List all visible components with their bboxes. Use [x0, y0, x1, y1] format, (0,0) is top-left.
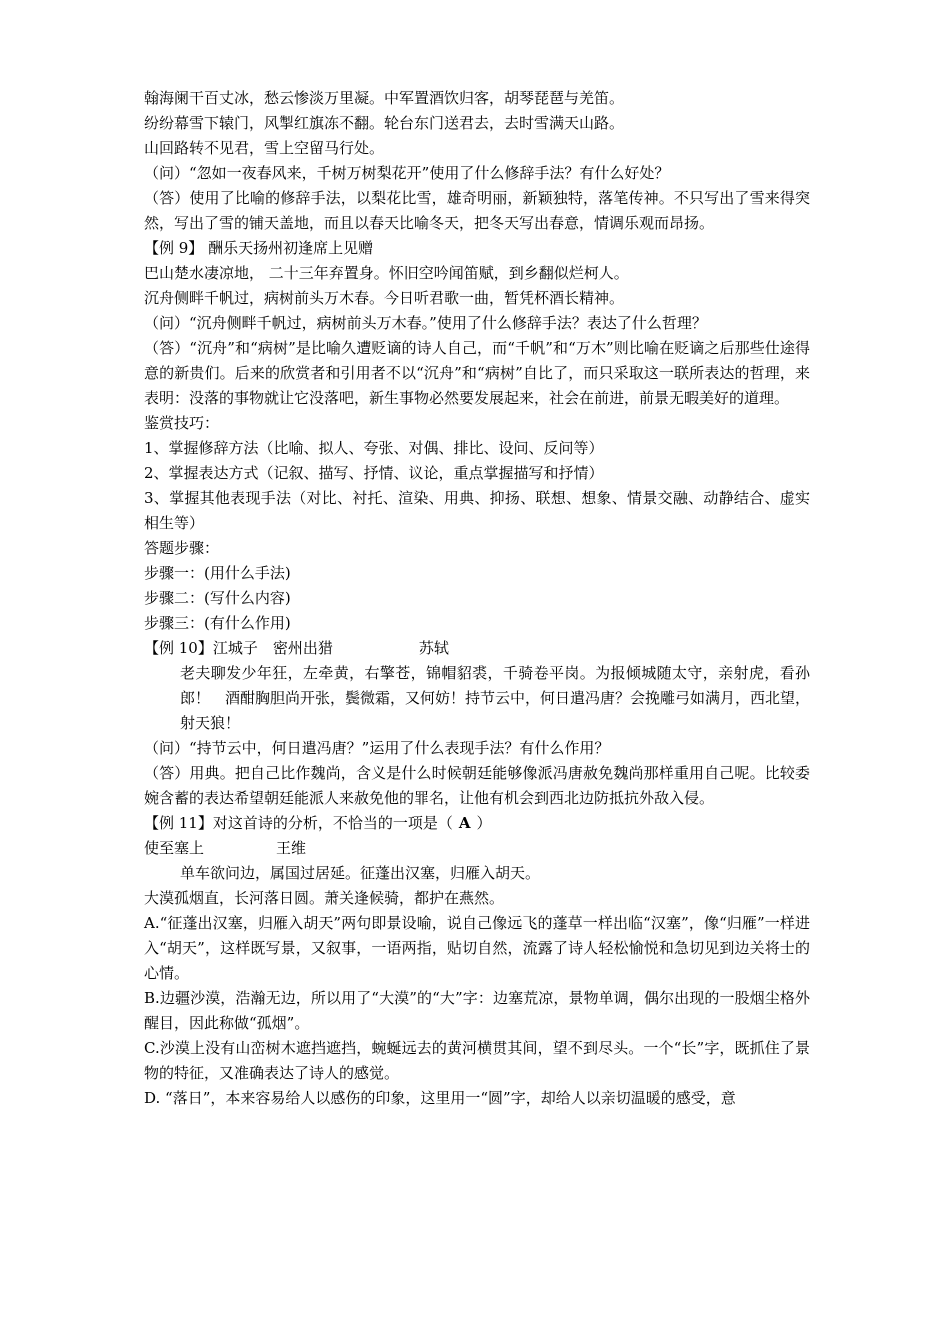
poem-text: 老夫聊发少年狂，左牵黄，右擎苍，锦帽貂裘，千骑卷平岗。为报倾城随太守，亲射虎，看孙郎！ 酒酣胸胆尚开张，鬓微霜，又何妨！持节云中，何日遣冯唐？会挽雕弓如满月，西北望，射天狼！ [180, 664, 811, 732]
option-c: C.沙漠上没有山峦树木遮挡遮挡，蜿蜒远去的黄河横贯其间，望不到尽头。一个“长”字，既抓住了景物的特征，又准确表达了诗人的感觉。 [144, 1039, 810, 1082]
list-item: 2、掌握表达方式（记叙、描写、抒情、议论，重点掌握描写和抒情） [144, 464, 604, 482]
section-heading: 答题步骤： [144, 539, 220, 557]
step-item: 步骤二：(写什么内容) [144, 589, 291, 607]
poem-title: 使至塞上 [144, 839, 205, 857]
option-d: D. “落日”，本来容易给人以感伤的印象，这里用一“圆”字，却给人以亲切温暖的感受，意 [144, 1089, 736, 1107]
step-item: 步骤一：(用什么手法) [144, 564, 291, 582]
poem-line: 大漠孤烟直，长河落日圆。萧关逢候骑，都护在燕然。 [144, 889, 505, 907]
example-heading: 【例 9】 酬乐天扬州初逢席上见赠 [144, 239, 374, 257]
question-text: （问）“沉舟侧畔千帆过，病树前头万木春。”使用了什么修辞手法？表达了什么哲理？ [144, 314, 707, 332]
answer-text: （答）“沉舟”和“病树”是比喻久遭贬谪的诗人自己，而“千帆”和“万木”则比喻在贬谪之后那些仕途得意的新贵们。后来的欣赏者和引用者不以“沉舟”和“病树”自比了，而只采取这一联所表达的哲理，来表明：没落的事物就让它没落吧，新生事物必然要发展起来，社会在前进，前景无暇美好的道理。 [144, 339, 810, 407]
answer-text: （答）用典。把自己比作魏尚，含义是什么时候朝廷能够像派冯唐赦免魏尚那样重用自己呢。比较委婉含蓄的表达希望朝廷能派人来赦免他的罪名，让他有机会到西北边防抵抗外敌入侵。 [144, 764, 810, 807]
section-heading: 鉴赏技巧： [144, 414, 220, 432]
question-text: （问）“持节云中，何日遣冯唐？”运用了什么表现手法？有什么作用？ [144, 739, 610, 757]
example-heading [144, 811, 810, 836]
example-title: 【例 10】江城子 密州出猎 [144, 639, 333, 657]
poem-line: 纷纷幕雪下辕门，风掣红旗冻不翻。轮台东门送君去，去时雪满天山路。 [144, 114, 625, 132]
step-item: 步骤三：(有什么作用) [144, 614, 291, 632]
option-b: B.边疆沙漠，浩瀚无边，所以用了“大漠”的“大”字：边塞荒凉，景物单调，偶尔出现的一股烟尘格外醒目，因此称做“孤烟”。 [144, 989, 810, 1032]
answer-text: （答）使用了比喻的修辞手法，以梨花比雪，雄奇明丽，新颖独特，落笔传神。不只写出了雪来得突然，写出了雪的铺天盖地，而且以春天比喻冬天，把冬天写出春意，情调乐观而昂扬。 [144, 189, 810, 232]
poem-line: 单车欲问边，属国过居延。征蓬出汉塞，归雁入胡天。 [180, 864, 541, 882]
list-item: 3、掌握其他表现手法（对比、衬托、渲染、用典、抑扬、联想、想象、情景交融、动静结合、虚实相生等） [144, 489, 810, 532]
question-text: （问）“忽如一夜春风来，千树万树梨花开”使用了什么修辞手法？有什么好处？ [144, 164, 670, 182]
poem-line: 沉舟侧畔千帆过，病树前头万木春。今日听君歌一曲，暂凭杯酒长精神。 [144, 289, 625, 307]
example-title-end: ） [476, 814, 492, 832]
author-name: 王维 [276, 839, 307, 857]
poem-line: 山回路转不见君，雪上空留马行处。 [144, 139, 385, 157]
poem-line: 翰海阑干百丈冰，愁云惨淡万里凝。中军置酒饮归客，胡琴琵琶与羌笛。 [144, 89, 625, 107]
option-a: A.“征蓬出汉塞，归雁入胡天”两句即景设喻，说自己像远飞的蓬草一样出临“汉塞”，像“归雁”一样进入“胡天”，这样既写景，又叙事，一语两指，贴切自然，流露了诗人轻松愉悦和急切见到边关将士的心情。 [144, 914, 810, 982]
example-heading [144, 636, 810, 661]
poem-line: 巴山楚水凄凉地， 二十三年弃置身。怀旧空吟闻笛赋，到乡翻似烂柯人。 [144, 264, 629, 282]
answer-key: A [458, 814, 471, 832]
example-title: 【例 11】对这首诗的分析，不恰当的一项是（ [144, 814, 453, 832]
poem-title-line [144, 836, 810, 861]
list-item: 1、掌握修辞方法（比喻、拟人、夸张、对偶、排比、设问、反问等） [144, 439, 604, 457]
author-name: 苏轼 [418, 639, 449, 657]
